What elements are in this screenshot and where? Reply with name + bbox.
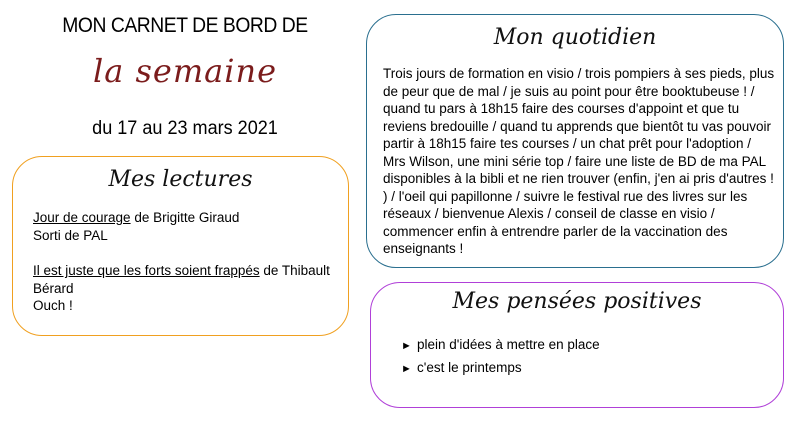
book-author: de Thibault Bérard [33,263,330,296]
list-item-text: c'est le printemps [417,360,522,375]
pensees-list [401,337,600,383]
date-range: du 17 au 23 mars 2021 [92,118,278,139]
arrow-bullet-icon: ► [401,363,412,375]
list-item-text: plein d'idées à mettre en place [417,337,600,352]
book-note: Sorti de PAL [33,227,108,243]
list-item [401,337,600,352]
pensees-title: Mes pensées positives [452,289,702,314]
list-item [401,360,600,375]
quotidien-title: Mon quotidien [493,25,657,50]
quotidien-box [366,14,784,268]
book-note: Ouch ! [33,298,73,313]
lectures-box [12,156,349,336]
page-subtitle: la semaine [92,52,278,90]
book-title: Jour de courage [33,210,131,225]
arrow-bullet-icon: ► [401,340,412,352]
book-entry [33,262,333,297]
pensees-box [370,282,784,408]
page-title: MON CARNET DE BORD DE [62,14,308,37]
quotidien-text: Trois jours de formation en visio / trois pompiers à ses pieds, plus de peur que de mal / je suis au point pour être booktubeuse ! / quand tu pars à 18h15 faire des courses d'appoint et que tu reviens bredouille / quand tu apprends que bientôt tu vas pouvoir partir à 18h15 faire tes courses / un chat prêt pour l'adoption / Mrs Wilson, une mini série top / faire une liste de BD de ma PAL disponibles à la bibli et ne rien trouver (enfin, j'en ai pris d'autres ! ) / l'oeil qui papillonne / suivre le festival rue des livres sur les réseaux / bienvenue Alexis / conseil de classe en visio / commencer enfin à entrendre parler de la vaccination des enseignants ! [383,66,775,256]
book-title: Il est juste que les forts soient frappés [33,263,260,278]
book-entry [33,209,333,227]
lectures-content [33,209,333,315]
lectures-title: Mes lectures [108,167,253,192]
book-author: de Brigitte Giraud [130,210,240,225]
